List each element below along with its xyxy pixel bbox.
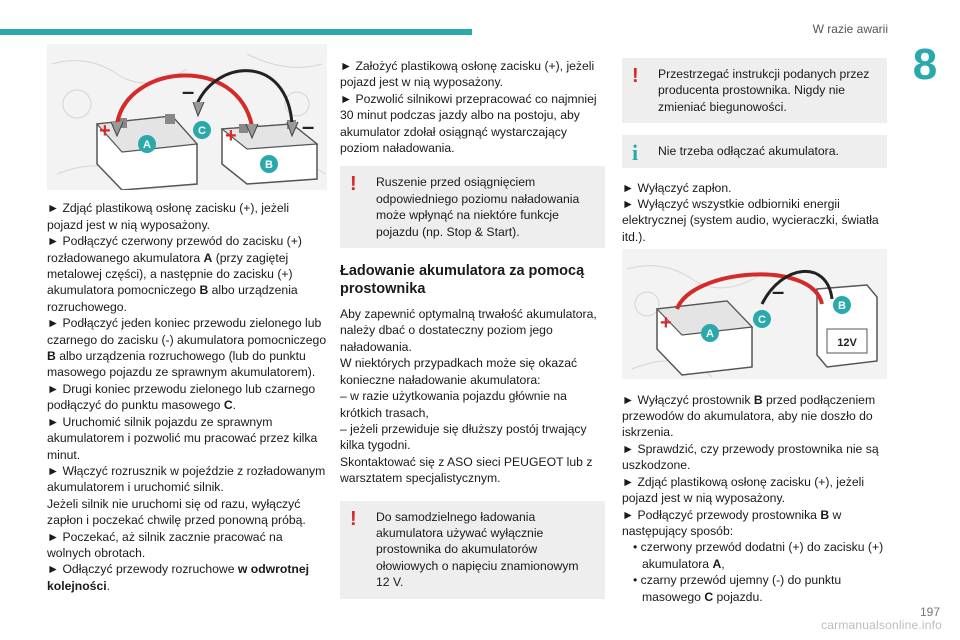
warning-text: Do samodzielnego ładowania akumulatora używać wyłącznie prostownika do akumulatorów ołowiowych o napięciu znamionowym 12 V. xyxy=(376,509,579,590)
case-short-trips: – w razie użytkowania pojazdu głównie na krótkich trasach, xyxy=(340,389,567,420)
info-icon: i xyxy=(632,140,639,166)
para-contact: Skontaktować się z ASO sieci PEUGEOT lub z warsztatem specjalistycznym. xyxy=(340,454,593,486)
svg-text:–: – xyxy=(302,114,315,139)
label-a: A xyxy=(143,139,151,151)
warning-box-charger-type xyxy=(340,501,605,599)
svg-text:–: – xyxy=(772,279,785,305)
step-connect-red: ► Podłączyć czerwony przewód do zacisku (+) rozładowanego akumulatora A (przy zagiętej metalowej części), a następnie do zacisku (+) akumulatora pomocniczego B albo urządzenia rozruchowego. xyxy=(47,234,302,314)
step-run-engine: ► Pozwolić silnikowi przepracować co najmniej 30 minut podczas jazdy albo na postoju, aby akumulator zdołał osiągnąć wystarczający poziom naładowania. xyxy=(340,91,597,156)
section-heading-charger: Ładowanie akumulatora za pomocą prostownika xyxy=(340,263,585,298)
watermark: carmanualsonline.info xyxy=(821,618,942,632)
column-3 xyxy=(622,58,887,605)
sub-step-red: • czerwony przewód dodatni (+) do zacisku (+) akumulatora A, xyxy=(633,540,884,571)
step-consumers-off: ► Wyłączyć wszystkie odbiorniki energii elektrycznej (system audio, wycieraczki, światła itd.). xyxy=(622,197,879,244)
warning-text: Ruszenie przed osiągnięciem odpowiedniego poziomu naładowania może wpłynąć na niektóre funkcje pojazdu (np. Stop & Start). xyxy=(376,175,580,239)
warning-box-charge-level xyxy=(340,166,605,248)
para-cases: W niektórych przypadkach może się okazać konieczne naładowanie akumulatora: xyxy=(340,356,578,387)
warning-icon: ! xyxy=(350,173,357,196)
step-connect-green-two: ► Drugi koniec przewodu zielonego lub czarnego podłączyć do punktu masowego C. xyxy=(47,381,316,413)
step-start-helper: ► Uruchomić silnik pojazdu ze sprawnym akumulatorem i pozwolić mu pracować przez kilka minut. xyxy=(47,414,318,462)
jump-start-illustration xyxy=(47,44,327,190)
warning-box-instructions xyxy=(622,58,887,123)
step-refit-cover: ► Założyć plastikową osłonę zacisku (+), jeżeli pojazd jest w nią wyposażony. xyxy=(340,59,595,90)
charger-illustration xyxy=(622,249,887,379)
step-remove-cover: ► Zdjąć plastikową osłonę zacisku (+), jeżeli pojazd jest w nią wyposażony. xyxy=(622,474,865,506)
case-long-parking: – jeżeli przewiduje się dłuższy postój trwający kilka tygodni. xyxy=(340,421,587,453)
para-durability: Aby zapewnić optymalną trwałość akumulatora, należy dbać o dostateczny poziom jego naładowania. xyxy=(340,307,597,354)
page-number: 197 xyxy=(919,605,940,619)
sub-step-black: • czarny przewód ujemny (-) do punktu masowego C pojazdu. xyxy=(633,573,842,604)
label-c: C xyxy=(198,125,206,137)
label-b: B xyxy=(838,300,846,313)
info-box-no-disconnect xyxy=(622,135,887,167)
step-ignition-off: ► Wyłączyć zapłon. xyxy=(622,180,732,195)
step-disconnect: ► Odłączyć przewody rozruchowe w odwrotnej kolejności. xyxy=(47,562,309,593)
step-remove-cover: ► Zdjąć plastikową osłonę zacisku (+), jeżeli pojazd jest w nią wyposażony. xyxy=(47,201,290,232)
voltage-label: 12V xyxy=(837,337,857,350)
warning-icon: ! xyxy=(350,507,357,530)
label-a: A xyxy=(706,328,714,341)
svg-text:+: + xyxy=(99,120,111,142)
column-2 xyxy=(340,58,605,611)
svg-text:–: – xyxy=(182,79,195,104)
step-start-engine: ► Włączyć rozrusznik w pojeździe z rozładowanym akumulatorem i uruchomić silnik. xyxy=(47,463,326,495)
svg-text:+: + xyxy=(225,125,237,147)
label-b: B xyxy=(265,159,273,171)
step-charger-off: ► Wyłączyć prostownik B przed podłączeniem przewodów do akumulatora, aby nie doszło do iskrzenia. xyxy=(622,392,876,440)
label-c: C xyxy=(758,314,766,327)
step-wait-idle: ► Poczekać, aż silnik zacznie pracować na wolnych obrotach. xyxy=(47,529,283,560)
step-connect-charger: ► Podłączyć przewody prostownika B w następujący sposób: xyxy=(622,507,842,538)
info-text: Nie trzeba odłączać akumulatora. xyxy=(658,144,839,159)
note-retry: Jeżeli silnik nie uruchomi się od razu, wyłączyć zapłon i poczekać chwilę przed ponowną próbą. xyxy=(47,496,306,528)
step-connect-green-one: ► Podłączyć jeden koniec przewodu zielonego lub czarnego do zacisku (-) akumulatora pomocniczego B albo urządzenia rozruchowego (lub do punktu masowego pojazdu ze sprawnym akumulatorem). xyxy=(47,316,327,380)
svg-text:+: + xyxy=(660,312,672,335)
header-accent-bar xyxy=(0,29,472,35)
section-title: W razie awarii xyxy=(812,22,888,36)
charger-b-graphic xyxy=(817,285,877,367)
chapter-number: 8 xyxy=(912,40,938,89)
warning-text: Przestrzegać instrukcji podanych przez producenta prostownika. Nigdy nie zmieniać biegunowości. xyxy=(658,67,870,114)
step-check-cables: ► Sprawdzić, czy przewody prostownika nie są uszkodzone. xyxy=(622,441,879,473)
warning-icon: ! xyxy=(632,65,639,87)
column-1 xyxy=(47,44,327,594)
